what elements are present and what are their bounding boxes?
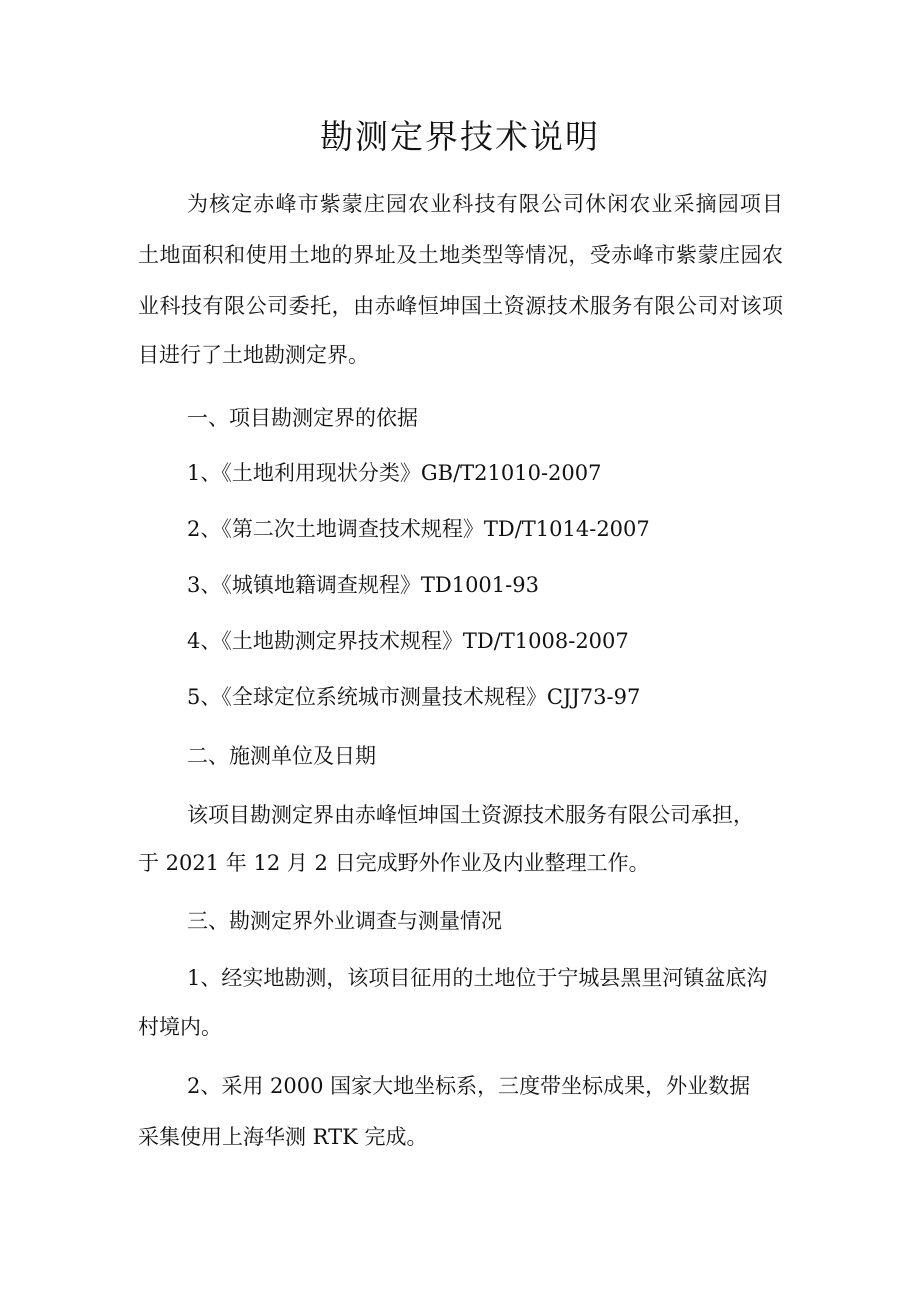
section2-line-2: 于 2021 年 12 月 2 日完成野外作业及内业整理工作。: [138, 851, 650, 875]
basis-item-2: 2、《第二次土地调查技术规程》TD/T1014-2007: [187, 517, 650, 541]
section1-heading: 一、项目勘测定界的依据: [187, 406, 418, 430]
section3-p1-line-2: 村境内。: [138, 1015, 222, 1039]
section3-p1-line-1: 1、经实地勘测，该项目征用的土地位于宁城县黑里河镇盆底沟: [187, 966, 768, 990]
intro-line-4: 目进行了土地勘测定界。: [138, 343, 369, 367]
basis-item-4: 4、《土地勘测定界技术规程》TD/T1008-2007: [187, 629, 629, 653]
intro-line-2: 土地面积和使用土地的界址及土地类型等情况，受赤峰市紫蒙庄园农: [138, 243, 783, 267]
section2-heading: 二、施测单位及日期: [187, 744, 376, 768]
section2-line-1: 该项目勘测定界由赤峰恒坤国土资源技术服务有限公司承担，: [187, 803, 754, 827]
section3-p2-line-1: 2、采用 2000 国家大地坐标系，三度带坐标成果，外业数据: [187, 1074, 751, 1098]
basis-item-1: 1、《土地利用现状分类》GB/T21010-2007: [187, 461, 602, 485]
basis-item-5: 5、《全球定位系统城市测量技术规程》CJJ73-97: [187, 685, 641, 709]
basis-item-3: 3、《城镇地籍调查规程》TD1001-93: [187, 573, 539, 597]
intro-line-3: 业科技有限公司委托，由赤峰恒坤国土资源技术服务有限公司对该项: [138, 294, 783, 318]
intro-line-1: 为核定赤峰市紫蒙庄园农业科技有限公司休闲农业采摘园项目: [187, 192, 783, 216]
section3-p2-line-2: 采集使用上海华测 RTK 完成。: [138, 1125, 428, 1149]
document-title: 勘测定界技术说明: [320, 117, 600, 156]
section3-heading: 三、勘测定界外业调查与测量情况: [187, 909, 502, 933]
